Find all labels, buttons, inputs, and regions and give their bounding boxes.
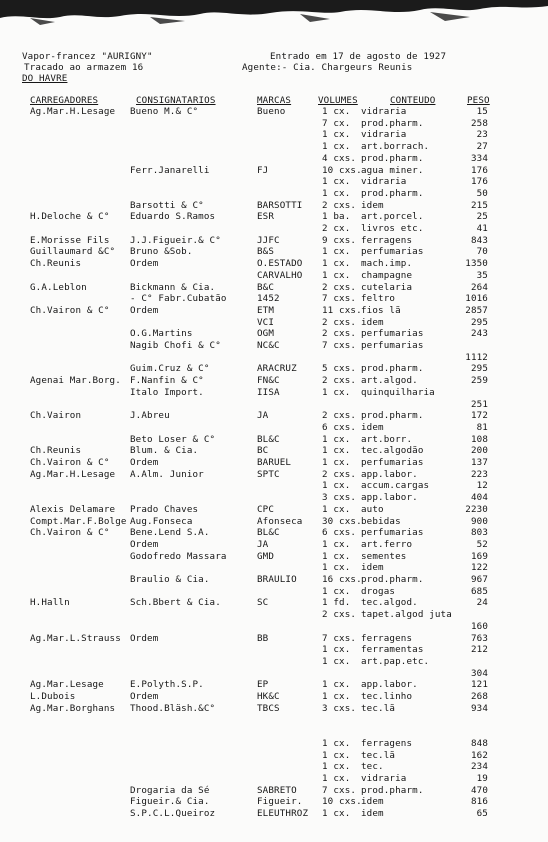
consignee-cell: Beto Loser & C° [130,433,216,445]
volume-cell: 1 cx. [322,679,351,691]
content-cell: quinquilharia [361,386,435,398]
volume-cell: 2 cxs. [322,281,357,293]
weight-cell: 160 [470,620,488,632]
shipper-cell: Agenai Mar.Borg. [30,375,121,387]
weight-cell: 121 [470,679,488,691]
weight-cell: 843 [470,234,488,246]
mark-cell: BRAULIO [257,574,297,585]
mark-cell: BL&C [257,527,280,539]
volume-cell: 1 cx. [322,749,351,761]
weight-cell: 41 [476,223,488,234]
content-cell: app.labor. [361,468,418,480]
consignee-cell: Drogaria da Sé [130,784,210,796]
weight-cell: 122 [470,562,488,574]
volume-cell: 4 cxs. [322,152,357,164]
content-cell: prod.pharm. [361,187,424,199]
content-cell: art.porcel. [361,211,424,223]
consignee-cell: S.P.C.L.Queiroz [130,808,216,819]
mark-cell: NC&C [257,340,280,351]
weight-cell: 172 [470,410,488,422]
weight-cell: 816 [470,796,488,808]
content-cell: perfumarias [361,457,424,468]
volume-cell: 3 cxs. [322,702,357,714]
content-cell: drogas [361,585,396,597]
vessel-line: Vapor-francez "AURIGNY" [22,51,153,62]
origin-port: DO HAVRE [22,73,68,84]
content-cell: sementes [361,550,407,562]
weight-cell: 65 [476,808,488,819]
shipper-cell: Alexis Delamare [30,503,116,515]
content-cell: perfumarias [361,340,424,351]
content-cell: art.algod. [361,375,418,387]
weight-cell: 162 [470,749,488,761]
weight-cell: 50 [476,187,488,199]
content-cell: ferragens [361,737,413,749]
weight-cell: 137 [470,457,488,468]
mark-cell: ESR [257,211,275,223]
col-header-consignatarios: CONSIGNATARIOS [136,95,216,106]
content-cell: prod.pharm. [361,117,424,129]
shipper-cell: Ch.Reunis [30,445,82,457]
content-cell: fios lã [361,304,401,316]
weight-cell: 258 [470,117,488,129]
shipper-cell: Ag.Mar.L.Strauss [30,632,121,644]
weight-cell: 803 [470,527,488,539]
volume-cell: 3 cxs. [322,492,357,504]
weight-cell: 25 [476,211,488,223]
volume-cell: 10 cxs. [322,796,362,808]
weight-cell: 934 [470,702,488,714]
mark-cell: Bueno [257,106,286,117]
volume-cell: 7 cxs. [322,632,357,644]
shipper-cell: Ag.Mar.H.Lesage [30,468,116,480]
content-cell: agua miner. [361,164,424,176]
content-cell: prod.pharm. [361,784,424,796]
content-cell: tec.linho [361,691,413,702]
content-cell: app.labor. [361,679,418,691]
consignee-cell: Aug.Fonseca [130,515,193,527]
content-cell: prod.pharm. [361,574,424,585]
consignee-cell: Ordem [130,691,159,702]
agent-line: Agente:- Cia. Chargeurs Reunis [242,62,413,73]
content-cell: vidraria [361,106,407,117]
shipper-cell: H.Halln [30,597,70,609]
volume-cell: 1 fd. [322,597,351,609]
volume-cell: 7 cx. [322,117,351,129]
mark-cell: ARACRUZ [257,363,297,375]
volume-cell: 5 cxs. [322,363,357,375]
weight-cell: 268 [470,691,488,702]
shipper-cell: H.Deloche & C° [30,211,110,223]
mark-cell: Afonseca [257,515,303,527]
content-cell: mach.imp. [361,258,413,270]
consignee-cell: Bene.Lend S.A. [130,527,210,539]
content-cell: tec.algod. [361,597,418,609]
shipper-cell: L.Dubois [30,691,76,702]
consignee-cell: Godofredo Massara [130,550,227,562]
content-cell: idem [361,808,384,819]
consignee-cell: Ferr.Janarelli [130,164,210,176]
consignee-cell: Ordem [130,304,159,316]
weight-cell: 404 [470,492,488,504]
volume-cell: 1 cx. [322,503,351,515]
mark-cell: JJFC [257,234,280,246]
content-cell: perfumarias [361,527,424,539]
shipper-cell: Compt.Mar.F.Bolge [30,515,127,527]
shipper-cell: G.A.Leblon [30,281,87,293]
mark-cell: 1452 [257,293,280,305]
mark-cell: EP [257,679,269,691]
weight-cell: 2230 [465,503,488,515]
volume-cell: 2 cxs. [322,328,357,340]
volume-cell: 1 cx. [322,691,351,702]
volume-cell: 1 cx. [322,106,351,117]
mark-cell: BB [257,632,269,644]
consignee-cell: Ordem [130,457,159,468]
content-cell: prod.pharm. [361,152,424,164]
mark-cell: CPC [257,503,275,515]
consignee-cell: Thood.Bläsh.&C° [130,702,216,714]
consignee-cell: Prado Chaves [130,503,199,515]
shipper-cell: Ag.Mar.H.Lesage [30,106,116,117]
weight-cell: 470 [470,784,488,796]
col-header-peso: PESO [467,95,490,106]
volume-cell: 2 cx. [322,223,351,234]
consignee-cell: - C° Fabr.Cubatão [130,293,227,305]
content-cell: perfumarias [361,328,424,340]
weight-cell: 1350 [465,258,488,270]
content-cell: champagne [361,269,413,281]
shipper-cell: Ch.Vairon [30,410,82,422]
shipper-cell: E.Morisse Fils [30,234,110,246]
weight-cell: 15 [476,106,488,117]
content-cell: vidraria [361,772,407,784]
weight-cell: 176 [470,164,488,176]
mark-cell: IISA [257,386,280,398]
volume-cell: 1 cx. [322,761,351,773]
consignee-cell: Sch.Bbert & Cia. [130,597,221,609]
mark-cell: OGM [257,328,275,340]
weight-cell: 176 [470,176,488,188]
mark-cell: SC [257,597,269,609]
weight-cell: 223 [470,468,488,480]
mark-cell: JA [257,410,269,422]
mark-cell: HK&C [257,691,280,702]
content-cell: perfumarias [361,246,424,258]
shipper-cell: Ch.Vairon & C° [30,304,110,316]
consignee-cell: A.Alm. Junior [130,468,204,480]
volume-cell: 6 cxs. [322,421,357,433]
content-cell: app.labor. [361,492,418,504]
volume-cell: 7 cxs. [322,293,357,305]
volume-cell: 7 cxs. [322,340,357,351]
content-cell: feltro [361,293,396,305]
consignee-cell: Guim.Cruz & C° [130,363,210,375]
consignee-cell: Eduardo S.Ramos [130,211,216,223]
volume-cell: 10 cxs. [322,164,362,176]
weight-cell: 52 [476,538,488,550]
consignee-cell: Blum. & Cia. [130,445,199,457]
weight-cell: 967 [470,574,488,585]
content-cell: tec.lã [361,702,396,714]
volume-cell: 1 cx. [322,562,351,574]
weight-cell: 24 [476,597,488,609]
volume-cell: 6 cxs. [322,527,357,539]
content-cell: idem [361,421,384,433]
weight-cell: 35 [476,269,488,281]
weight-cell: 1112 [465,351,488,363]
volume-cell: 1 cx. [322,129,351,141]
weight-cell: 685 [470,585,488,597]
volume-cell: 2 cxs. [322,199,357,211]
content-cell: auto [361,503,384,515]
weight-cell: 334 [470,152,488,164]
volume-cell: 1 cx. [322,457,351,468]
weight-cell: 200 [470,445,488,457]
weight-cell: 108 [470,433,488,445]
consignee-cell: Barsotti & C° [130,199,204,211]
volume-cell: 1 cx. [322,538,351,550]
volume-cell: 1 cx. [322,176,351,188]
content-cell: bebidas [361,515,401,527]
mark-cell: B&C [257,281,275,293]
volume-cell: 1 cx. [322,258,351,270]
mark-cell: BL&C [257,433,280,445]
volume-cell: 1 cx. [322,246,351,258]
weight-cell: 243 [470,328,488,340]
consignee-cell: Figueir.& Cia. [130,796,210,808]
consignee-cell: Italo Import. [130,386,204,398]
consignee-cell: Ordem [130,632,159,644]
mark-cell: FJ [257,164,269,176]
consignee-cell: Bickmann & Cia. [130,281,216,293]
scanned-top-edge [0,0,548,30]
consignee-cell: Ordem [130,538,159,550]
weight-cell: 259 [470,375,488,387]
consignee-cell: O.G.Martins [130,328,193,340]
weight-cell: 763 [470,632,488,644]
col-header-volumes: VOLUMES [318,95,358,106]
mark-cell: Figueir. [257,796,303,808]
content-cell: art.borr. [361,433,413,445]
volume-cell: 1 ba. [322,211,351,223]
volume-cell: 1 cx. [322,445,351,457]
weight-cell: 264 [470,281,488,293]
volume-cell: 11 cxs. [322,304,362,316]
content-cell: idem [361,199,384,211]
volume-cell: 1 cx. [322,772,351,784]
mark-cell: ETM [257,304,275,316]
shipper-cell: Ag.Mar.Lesage [30,679,104,691]
consignee-cell: Bruno &Sob. [130,246,193,258]
content-cell: accum.cargas [361,480,430,492]
content-cell: idem [361,562,384,574]
content-cell: tec.algodão [361,445,424,457]
mark-cell: CARVALHO [257,269,303,281]
content-cell: prod.pharm. [361,363,424,375]
weight-cell: 900 [470,515,488,527]
content-cell: ferragens [361,632,413,644]
volume-cell: 1 cx. [322,433,351,445]
volume-cell: 1 cx. [322,655,351,667]
content-cell: art.ferro [361,538,413,550]
weight-cell: 212 [470,644,488,656]
mark-cell: SPTC [257,468,280,480]
shipper-cell: Guillaumard &C° [30,246,116,258]
weight-cell: 304 [470,667,488,679]
weight-cell: 251 [470,398,488,410]
shipper-cell: Ch.Vairon & C° [30,457,110,468]
mark-cell: BARUEL [257,457,292,468]
content-cell: idem [361,796,384,808]
arrival-date-line: Entrado em 17 de agosto de 1927 [270,51,447,62]
volume-cell: 2 cxs. [322,375,357,387]
content-cell: art.borrach. [361,141,430,153]
mark-cell: ELEUTHROZ [257,808,309,819]
weight-cell: 19 [476,772,488,784]
weight-cell: 295 [470,363,488,375]
consignee-cell: E.Polyth.S.P. [130,679,204,691]
weight-cell: 70 [476,246,488,258]
volume-cell: 1 cx. [322,644,351,656]
volume-cell: 1 cx. [322,585,351,597]
volume-cell: 1 cx. [322,480,351,492]
weight-cell: 1016 [465,293,488,305]
consignee-cell: Ordem [130,258,159,270]
volume-cell: 2 cxs. [322,609,357,621]
content-cell: vidraria [361,176,407,188]
consignee-cell: Bueno M.& C° [130,106,199,117]
weight-cell: 12 [476,480,488,492]
weight-cell: 81 [476,421,488,433]
weight-cell: 27 [476,141,488,153]
weight-cell: 23 [476,129,488,141]
consignee-cell: J.J.Figueir.& C° [130,234,221,246]
volume-cell: 7 cxs. [322,784,357,796]
consignee-cell: Nagib Chofi & C° [130,340,221,351]
volume-cell: 9 cxs. [322,234,357,246]
consignee-cell: F.Nanfin & C° [130,375,204,387]
mark-cell: GMD [257,550,275,562]
mark-cell: JA [257,538,269,550]
mark-cell: O.ESTADO [257,258,303,270]
volume-cell: 1 cx. [322,737,351,749]
volume-cell: 1 cx. [322,141,351,153]
content-cell: ferramentas [361,644,424,656]
content-cell: livros etc. [361,223,424,234]
mark-cell: B&S [257,246,275,258]
content-cell: idem [361,316,384,328]
mark-cell: SABRETO [257,784,297,796]
weight-cell: 169 [470,550,488,562]
mark-cell: TBCS [257,702,280,714]
mark-cell: BARSOTTI [257,199,303,211]
consignee-cell: J.Abreu [130,410,170,422]
mark-cell: FN&C [257,375,280,387]
volume-cell: 16 cxs. [322,574,362,585]
volume-cell: 2 cxs. [322,316,357,328]
weight-cell: 2857 [465,304,488,316]
weight-cell: 234 [470,761,488,773]
content-cell: tec.lã [361,749,396,761]
col-header-conteudo: CONTEUDO [390,95,436,106]
content-cell: cutelaria [361,281,413,293]
shipper-cell: Ch.Reunis [30,258,82,270]
shipper-cell: Ch.Vairon & C° [30,527,110,539]
volume-cell: 1 cx. [322,386,351,398]
content-cell: prod.pharm. [361,410,424,422]
volume-cell: 1 cx. [322,550,351,562]
warehouse-line: Tracado ao armazem 16 [24,62,144,73]
content-cell: ferragens [361,234,413,246]
weight-cell: 848 [470,737,488,749]
content-cell: tapet.algod juta [361,609,452,621]
volume-cell: 2 cxs. [322,410,357,422]
col-header-carregadores: CARREGADORES [30,95,99,106]
volume-cell: 1 cx. [322,187,351,199]
col-header-marcas: MARCAS [257,95,292,106]
content-cell: vidraria [361,129,407,141]
consignee-cell: Braulio & Cia. [130,574,210,585]
volume-cell: 1 cx. [322,269,351,281]
volume-cell: 2 cxs. [322,468,357,480]
mark-cell: VCI [257,316,275,328]
mark-cell: BC [257,445,269,457]
volume-cell: 30 cxs. [322,515,362,527]
weight-cell: 295 [470,316,488,328]
shipper-cell: Ag.Mar.Borghans [30,702,116,714]
weight-cell: 215 [470,199,488,211]
content-cell: tec. [361,761,384,773]
volume-cell: 1 cx. [322,808,351,819]
content-cell: art.pap.etc. [361,655,430,667]
